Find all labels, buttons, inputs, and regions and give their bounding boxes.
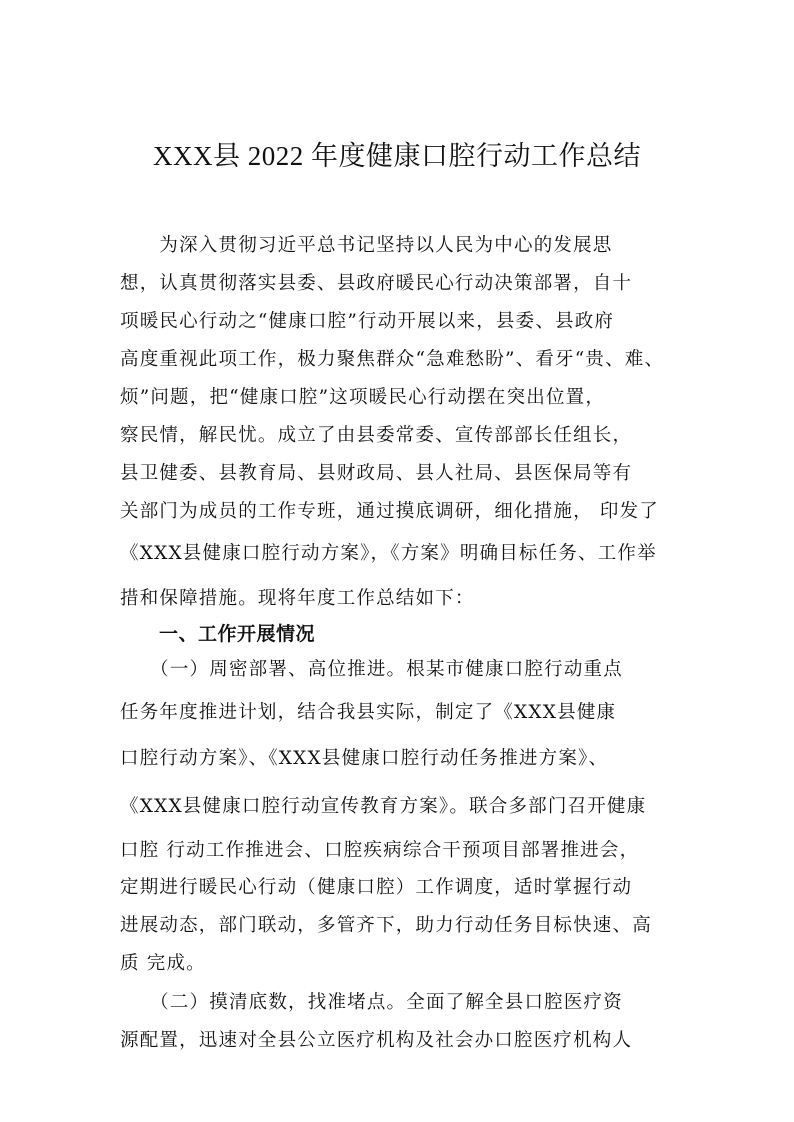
paragraph-line: （一）周密部署、高位推进。根某市健康口腔行动重点: [120, 659, 623, 680]
paragraph-line: 项暖民心行动之“健康口腔”行动开展以来，县委、县政府: [120, 311, 615, 332]
paragraph-line: 措和保障措施。现将年度工作总结如下：: [120, 588, 475, 609]
paragraph-line: 口腔行动方案》、《XXX县健康口腔行动任务推进方案》、: [120, 748, 609, 769]
paragraph-line: 任务年度推进计划，结合我县实际，制定了《XXX县健康: [120, 702, 617, 723]
paragraph-line: 定期进行暖民心行动（健康口腔）工作调度，适时掌握行动: [120, 877, 633, 898]
paragraph-line: 《XXX县健康口腔行动方案》，《方案》明确目标任务、工作举: [120, 543, 657, 564]
section-heading: 一、工作开展情况: [120, 623, 316, 645]
paragraph-line: 想，认真贯彻落实县委、县政府暖民心行动决策部署，自十: [120, 273, 633, 294]
paragraph-line: 质 完成。: [120, 953, 206, 974]
paragraph-line: 口腔 行动工作推进会、口腔疾病综合干预项目部署推进会，: [120, 840, 640, 861]
paragraph-line: 源配置，迅速对全县公立医疗机构及社会办口腔医疗机构人: [120, 1030, 633, 1051]
paragraph-line: （二）摸清底数，找准堵点。全面了解全县口腔医疗资: [120, 992, 623, 1013]
paragraph-line: 县卫健委、县教育局、县财政局、县人社局、县医保局等有: [120, 463, 633, 484]
paragraph-line: 为深入贯彻习近平总书记坚持以人民为中心的发展思: [120, 235, 613, 256]
paragraph-line: 烦”问题，把“健康口腔”这项暖民心行动摆在突出位置，: [120, 387, 606, 408]
paragraph-line: 关部门为成员的工作专班，通过摸底调研，细化措施， 印发了: [120, 501, 659, 522]
paragraph-line: 高度重视此项工作，极力聚焦群众“急难愁盼”、看牙“贵、难、: [120, 349, 665, 370]
document-title: XXX县 2022 年度健康口腔行动工作总结: [153, 141, 641, 171]
paragraph-line: 进展动态，部门联动，多管齐下，助力行动任务目标快速、高: [120, 915, 652, 936]
paragraph-line: 察民情，解民忧。成立了由县委常委、宣传部部长任组长，: [120, 425, 633, 446]
paragraph-line: 《XXX县健康口腔行动宣传教育方案》。联合多部门召开健康: [120, 796, 647, 817]
